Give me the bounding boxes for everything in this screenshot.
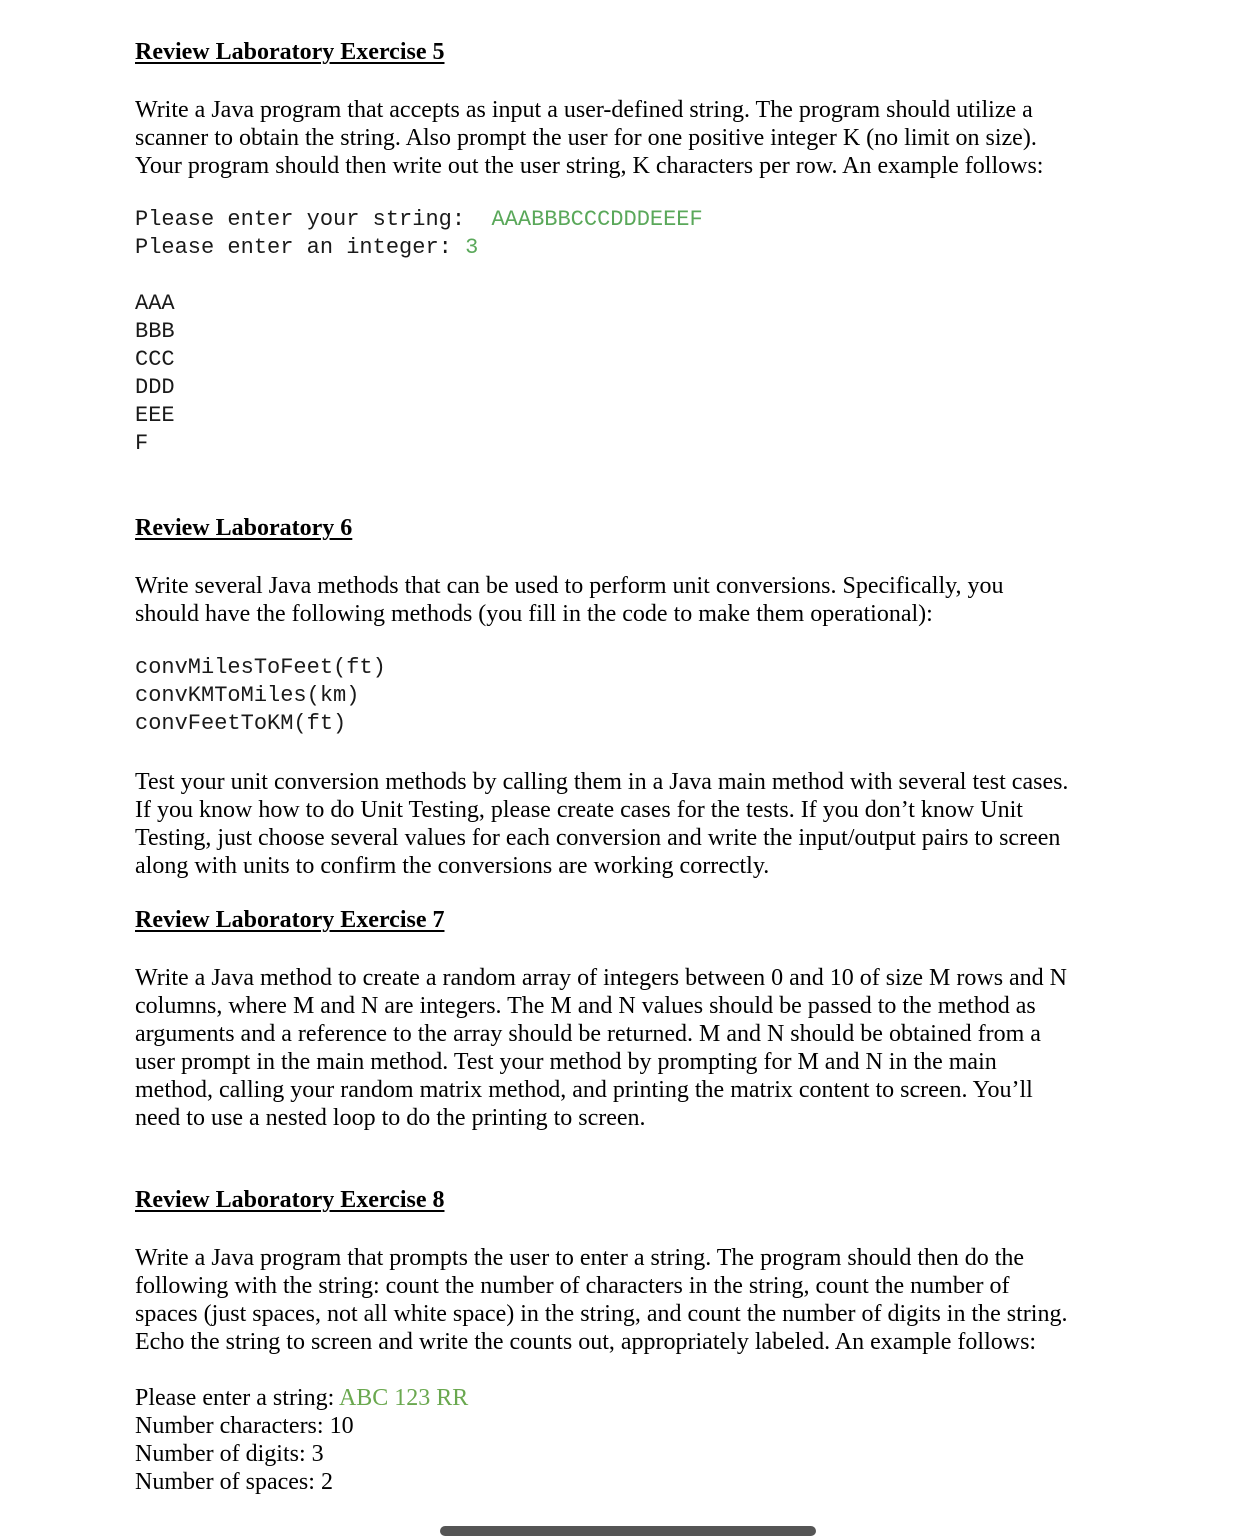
ex5-heading: Review Laboratory Exercise 5 xyxy=(135,39,445,65)
ex8-string-prompt-label: Please enter a string: xyxy=(135,1385,339,1411)
ex8-string-prompt xyxy=(135,1384,1095,1412)
ex8-result-line: Number of spaces: 2 xyxy=(135,1469,333,1495)
ex7-heading: Review Laboratory Exercise 7 xyxy=(135,907,445,933)
ex6-description-line: Write several Java methods that can be used to perform unit conversions. Specifically, you xyxy=(135,573,1004,599)
ex8-heading: Review Laboratory Exercise 8 xyxy=(135,1187,445,1213)
ex5-integer-prompt-value: 3 xyxy=(465,235,479,260)
ex7-description-line: arguments and a reference to the array should be returned. M and N should be obtained from a xyxy=(135,1021,1041,1047)
ex6-description xyxy=(135,572,1095,628)
ex7-description-line: method, calling your random matrix method, and printing the matrix content to screen. You’ll xyxy=(135,1077,1033,1103)
ex7-description-line: Write a Java method to create a random array of integers between 0 and 10 of size M rows and N xyxy=(135,965,1068,991)
ex6-method-signature: convKMToMiles(km) xyxy=(135,683,360,708)
ex5-integer-prompt xyxy=(135,234,703,262)
horizontal-scrollbar[interactable] xyxy=(440,1526,816,1536)
ex5-string-prompt xyxy=(135,206,703,234)
ex8-description-line: Echo the string to screen and write the counts out, appropriately labeled. An example follows: xyxy=(135,1329,1037,1355)
ex5-example-prompts xyxy=(135,206,703,262)
ex7-description-line: user prompt in the main method. Test your method by prompting for M and N in the main xyxy=(135,1049,997,1075)
ex7-description-line: need to use a nested loop to do the printing to screen. xyxy=(135,1105,646,1131)
ex5-output-row: CCC xyxy=(135,347,175,372)
ex5-output-row: F xyxy=(135,431,149,456)
ex6-method-signature: convFeetToKM(ft) xyxy=(135,711,347,736)
ex5-description-line: Write a Java program that accepts as input a user-defined string. The program should utilize a xyxy=(135,97,1033,123)
ex8-description xyxy=(135,1244,1095,1356)
ex5-integer-prompt-label: Please enter an integer: xyxy=(135,235,466,260)
ex7-description xyxy=(135,964,1095,1132)
ex5-description-line: scanner to obtain the string. Also prompt the user for one positive integer K (no limit on size). xyxy=(135,125,1037,151)
ex6-testing-line: Test your unit conversion methods by calling them in a Java main method with several test cases. xyxy=(135,769,1069,795)
ex8-description-line: spaces (just spaces, not all white space) in the string, and count the number of digits in the string. xyxy=(135,1301,1068,1327)
ex8-description-line: following with the string: count the number of characters in the string, count the number of xyxy=(135,1273,1010,1299)
ex5-output-row: BBB xyxy=(135,319,175,344)
ex5-output-row: DDD xyxy=(135,375,175,400)
ex6-method-list xyxy=(135,654,386,738)
ex6-method-signature: convMilesToFeet(ft) xyxy=(135,655,386,680)
ex5-string-prompt-label: Please enter your string: xyxy=(135,207,492,232)
ex6-testing-line: along with units to confirm the conversions are working correctly. xyxy=(135,853,770,879)
ex8-result-line: Number of digits: 3 xyxy=(135,1441,324,1467)
ex6-testing-line: If you know how to do Unit Testing, please create cases for the tests. If you don’t know Unit xyxy=(135,797,1023,823)
ex5-description-line: Your program should then write out the user string, K characters per row. An example follows: xyxy=(135,153,1044,179)
ex6-testing-line: Testing, just choose several values for each conversion and write the input/output pairs to screen xyxy=(135,825,1061,851)
ex5-output-row: AAA xyxy=(135,291,175,316)
ex8-example xyxy=(135,1384,1095,1496)
ex5-example-output xyxy=(135,290,175,458)
ex5-output-row: EEE xyxy=(135,403,175,428)
ex8-description-line: Write a Java program that prompts the user to enter a string. The program should then do the xyxy=(135,1245,1025,1271)
ex5-string-prompt-value: AAABBBCCCDDDEEEF xyxy=(491,207,703,232)
ex6-heading: Review Laboratory 6 xyxy=(135,515,353,541)
ex8-string-prompt-value: ABC 123 RR xyxy=(338,1385,469,1411)
ex7-description-line: columns, where M and N are integers. The M and N values should be passed to the method as xyxy=(135,993,1036,1019)
ex8-result-line: Number characters: 10 xyxy=(135,1413,354,1439)
ex6-description-line: should have the following methods (you fill in the code to make them operational): xyxy=(135,601,933,627)
ex6-testing-description xyxy=(135,768,1095,880)
ex5-description xyxy=(135,96,1095,180)
